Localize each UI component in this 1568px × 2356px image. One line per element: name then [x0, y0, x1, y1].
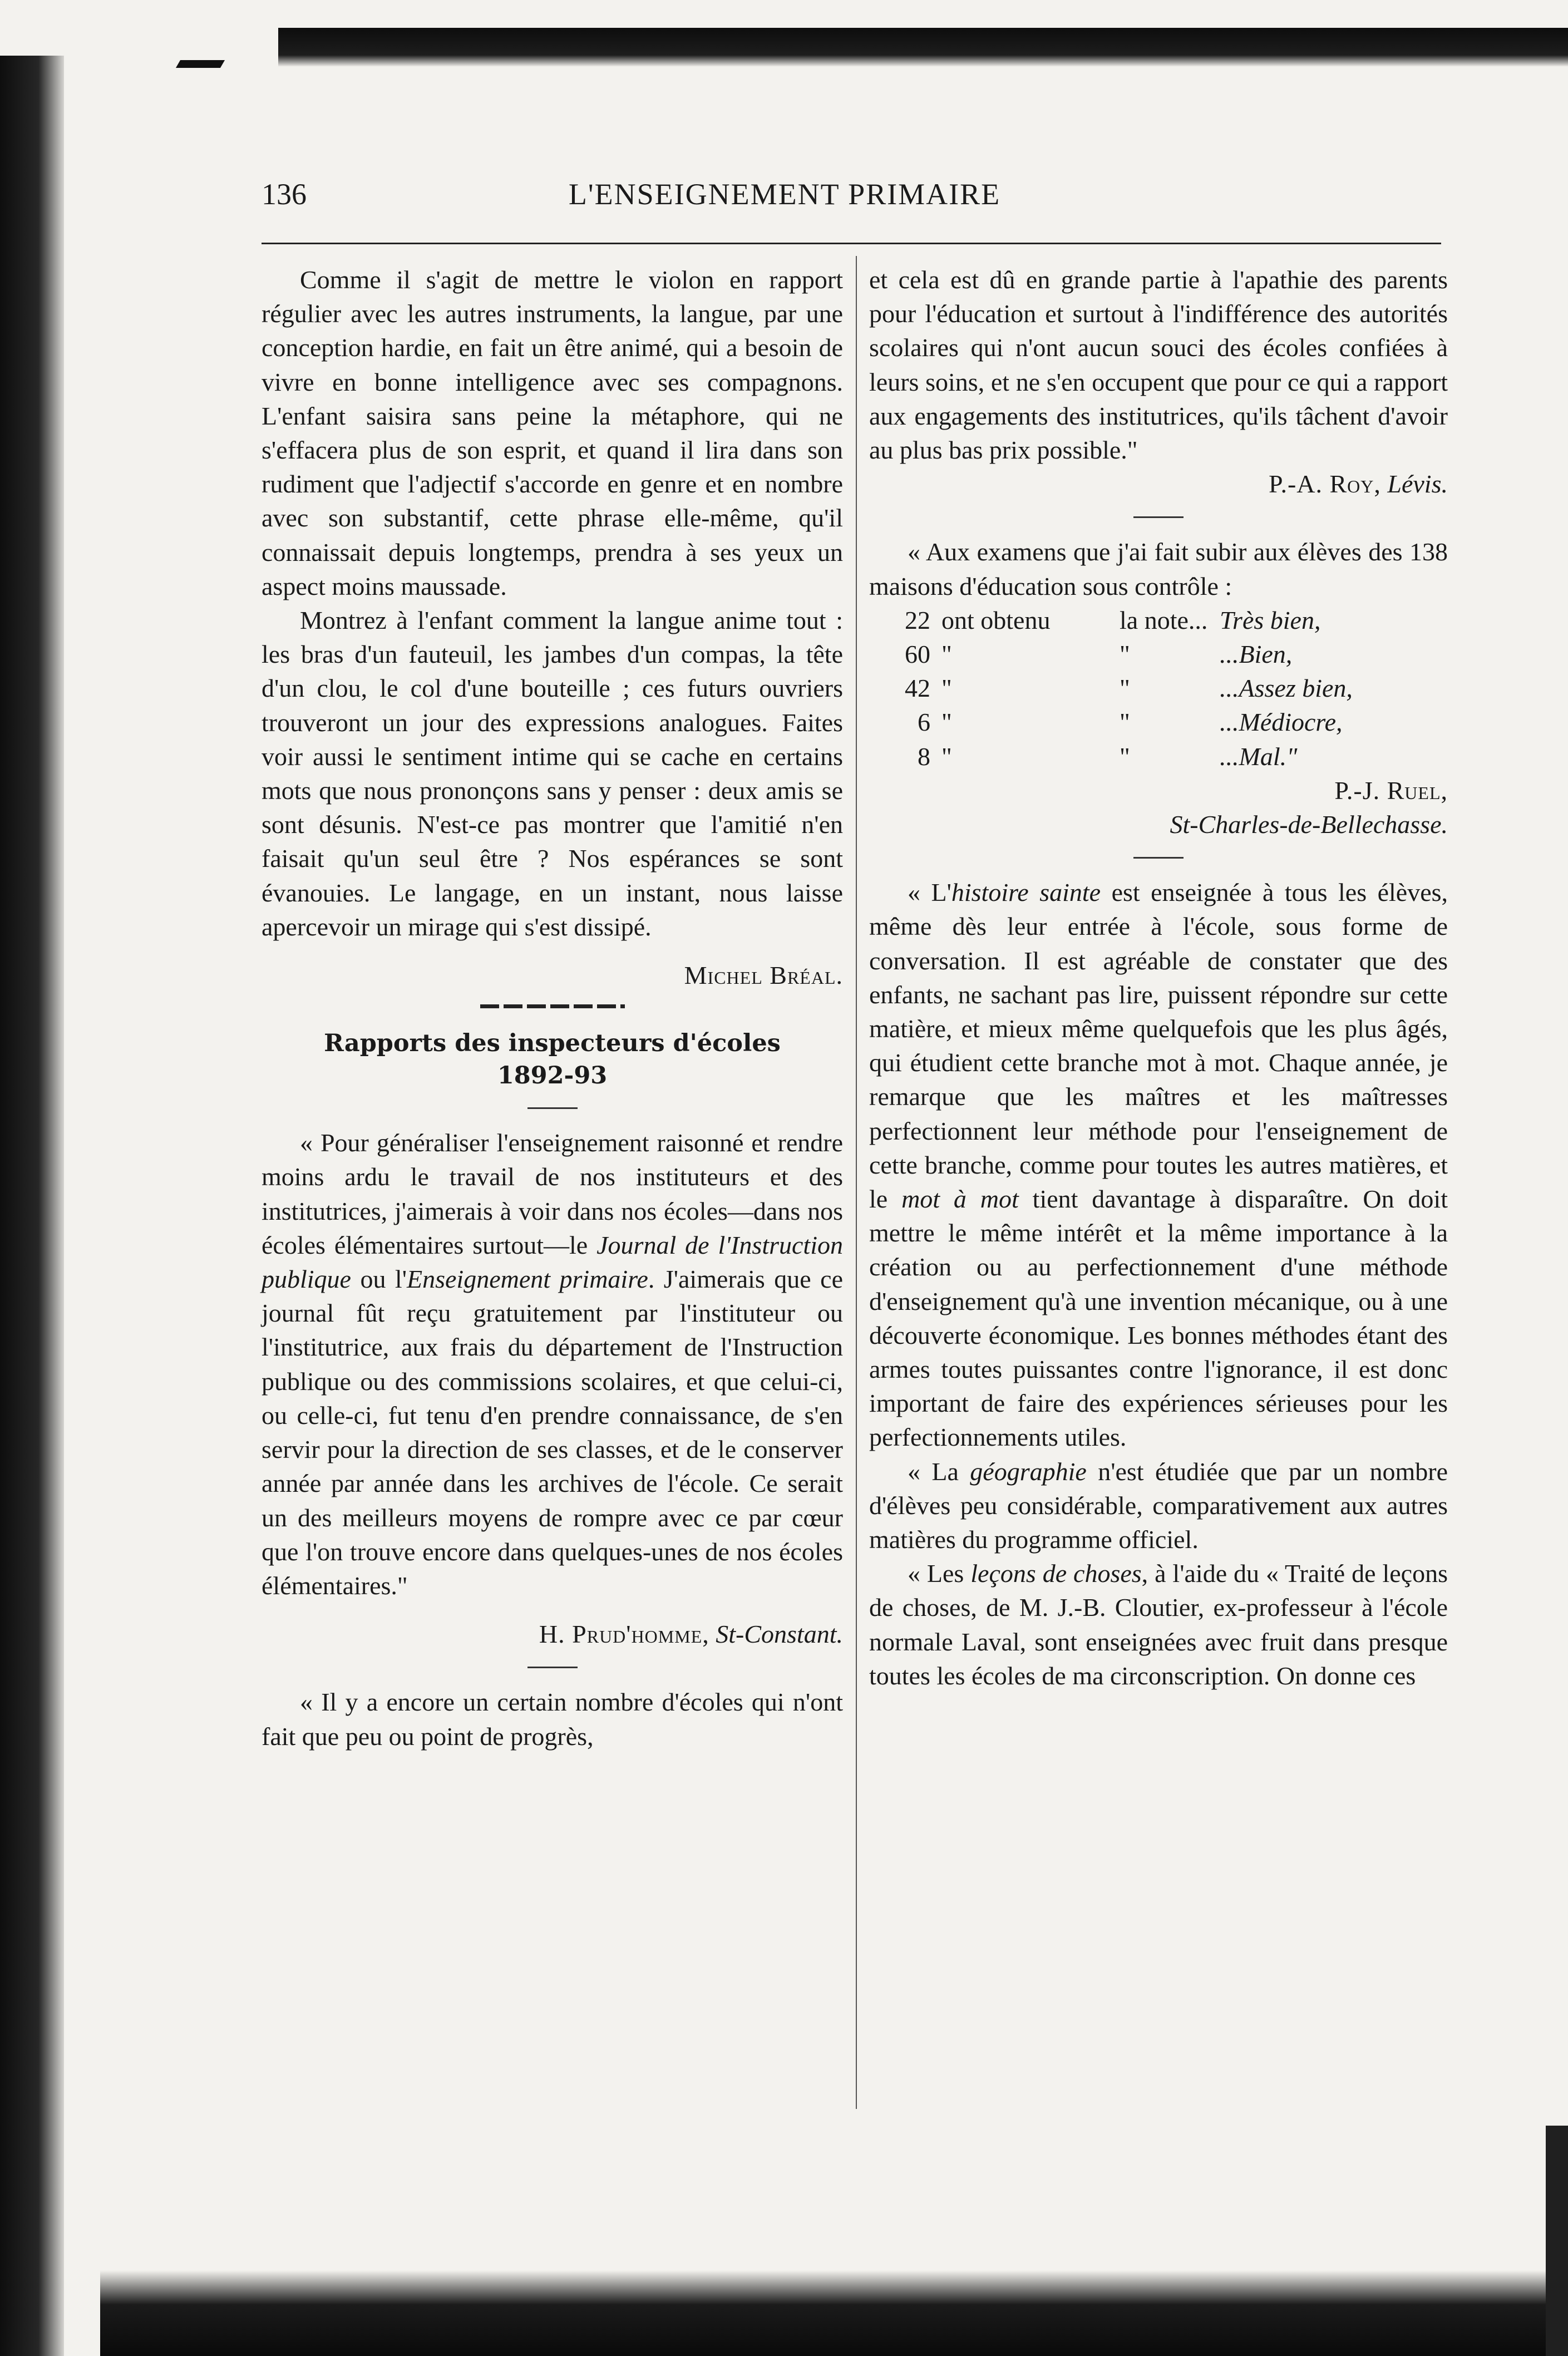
- grade-row: 60 " " ...Bien,: [905, 640, 1293, 669]
- italic-term: histoire sainte: [951, 878, 1101, 907]
- signature-place: St-Constant.: [716, 1620, 843, 1649]
- signature: [262, 958, 843, 992]
- grade-row: 42 " " ...Assez bien,: [905, 674, 1353, 703]
- signature: [869, 773, 1448, 807]
- scan-mark: [176, 60, 225, 68]
- section-heading-year: 1892-93: [497, 1062, 608, 1090]
- short-rule: [1133, 516, 1184, 518]
- italic-title: Journal de l'Instruction publique: [262, 1230, 843, 1294]
- right-column: [869, 263, 1448, 1693]
- paragraph: « Les leçons de choses, à l'aide du « Traité de leçons de choses, de M. J.-B. Cloutier, ex-professeur à l'école normale Laval, sont enseignées avec fruit dans presque toutes les écoles de ma circonscription. On donne ces: [869, 1559, 1448, 1690]
- signature-name: H. Prud'homme,: [539, 1620, 709, 1649]
- scan-edge-top: [278, 28, 1568, 67]
- signature-name: P.-J. Ruel,: [1334, 776, 1448, 805]
- paragraph: « Pour généraliser l'enseignement raisonné et rendre moins ardu le travail de nos instituteurs et des institutrices, j'aimerais à voir dans nos écoles—dans nos écoles élémentaires surtout—le Journal de l'Instruction publique ou l'Enseignement primaire. J'aimerais que ce journal fût reçu gratuitement par l'instituteur ou l'institutrice, aux frais du département de l'Instruction publique ou des commissions scolaires, et que celui-ci, ou celle-ci, fut tenu d'en prendre connaissance, de s'en servir pour la direction de ses classes, et de le conserver année par année dans les archives de l'école. Ce serait un des meilleurs moyens de rompre avec ce par cœur que l'on trouve encore dans quelques-unes de nos écoles élémentaires.": [262, 1128, 844, 1600]
- signature: [262, 1617, 843, 1651]
- grades-table: [869, 603, 1448, 773]
- signature-name: Michel Bréal.: [684, 961, 843, 990]
- paragraph: et cela est dû en grande partie à l'apathie des parents pour l'éducation et surtout à l'indifférence des autorités scolaires qui n'ont aucun souci des écoles confiées à leurs soins, et ne s'en occupent que pour ce qui a rapport aux engagements des institutrices, qu'ils tâchent d'avoir au plus bas prix possible.": [869, 265, 1448, 465]
- signature-place: Lévis.: [1387, 470, 1448, 499]
- left-column: [262, 263, 843, 1753]
- short-rule: [1133, 857, 1184, 859]
- italic-title: Enseignement primaire: [407, 1265, 648, 1294]
- scan-edge-bottom: [100, 2270, 1568, 2356]
- paragraph: Montrez à l'enfant comment la langue anime tout : les bras d'un fauteuil, les jambes d'un compas, la tête d'un clou, le col d'une bouteille ; ces futurs ouvriers trouveront un jour des expressions analogues. Faites voir aussi le sentiment intime qui se cache en certains mots que nous prononçons sans y penser : deux amis se sont désunis. N'est-ce pas montrer que l'amitié n'en faisait qu'un seul être ? Nos espérances se sont évanouies. Le langage, en un instant, nous laisse apercevoir un mirage qui s'est dissipé.: [262, 606, 843, 941]
- page-header: [250, 177, 1319, 227]
- signature-place-line: [869, 807, 1448, 841]
- italic-term: mot à mot: [901, 1185, 1019, 1213]
- grade-row: 22 ont obtenu la note... Très bien,: [905, 605, 1321, 634]
- running-title: L'ENSEIGNEMENT PRIMAIRE: [568, 178, 1001, 211]
- short-rule: [527, 1107, 578, 1109]
- page-number: 136: [262, 178, 307, 211]
- italic-term: leçons de choses: [970, 1559, 1142, 1588]
- scan-edge-left: [0, 56, 64, 2356]
- paragraph: Comme il s'agit de mettre le violon en rapport régulier avec les autres instruments, la langue, par une conception hardie, en fait un être animé, qui a besoin de vivre en bonne intelligence avec ses compagnons. L'enfant saisira sans peine la métaphore, qui ne s'effacera plus de son esprit, et quand il lira dans son rudiment que l'adjectif s'accorde en genre et en nombre avec son substantif, cette phrase elle-même, qu'il connaissait depuis longtemps, prendra à ses yeux un aspect moins maussade.: [262, 265, 843, 600]
- signature: [869, 467, 1448, 501]
- short-rule: [527, 1667, 578, 1668]
- grade-row: 8 " " ...Mal.": [918, 742, 1298, 771]
- ornamental-rule: [480, 1004, 625, 1008]
- section-heading: Rapports des inspecteurs d'écoles: [324, 1029, 781, 1058]
- paragraph: « La géographie n'est étudiée que par un nombre d'élèves peu considérable, comparativement aux autres matières du programme officiel.: [869, 1457, 1448, 1554]
- paragraph: « L'histoire sainte est enseignée à tous les élèves, même dès leur entrée à l'école, sous forme de conversation. Il est agréable de constater que des enfants, ne sachant pas lire, puissent répondre sur cette matière, et mieux même quelquefois que les plus âgés, qui étudient cette branche mot à mot. Chaque année, je remarque que les maîtres et les maîtresses perfectionnent leur méthode pour l'enseignement de cette branche, comme pour toutes les autres matières, et le mot à mot tient davantage à disparaître. On doit mettre le même intérêt et la même importance à la création ou au perfectionnement d'une méthode d'enseignement qu'à une invention mécanique, ou à une découverte économique. Les bonnes méthodes étant des armes toutes puissantes contre l'ignorance, il est donc important de faire des expériences sérieuses pour les perfectionnements utiles.: [869, 878, 1448, 1452]
- paragraph: « Aux examens que j'ai fait subir aux élèves des 138 maisons d'éducation sous contrôle :: [869, 538, 1448, 600]
- grade-row: 6 " " ...Médiocre,: [918, 708, 1343, 737]
- column-divider: [856, 256, 857, 2109]
- signature-place: St-Charles-de-Bellechasse.: [1170, 810, 1448, 839]
- italic-term: géographie: [970, 1457, 1087, 1486]
- header-rule: [262, 243, 1441, 244]
- signature-name: P.-A. Roy,: [1268, 470, 1381, 499]
- scan-edge-right: [1546, 2126, 1568, 2356]
- paragraph: « Il y a encore un certain nombre d'écoles qui n'ont fait que peu ou point de progrès,: [262, 1688, 843, 1751]
